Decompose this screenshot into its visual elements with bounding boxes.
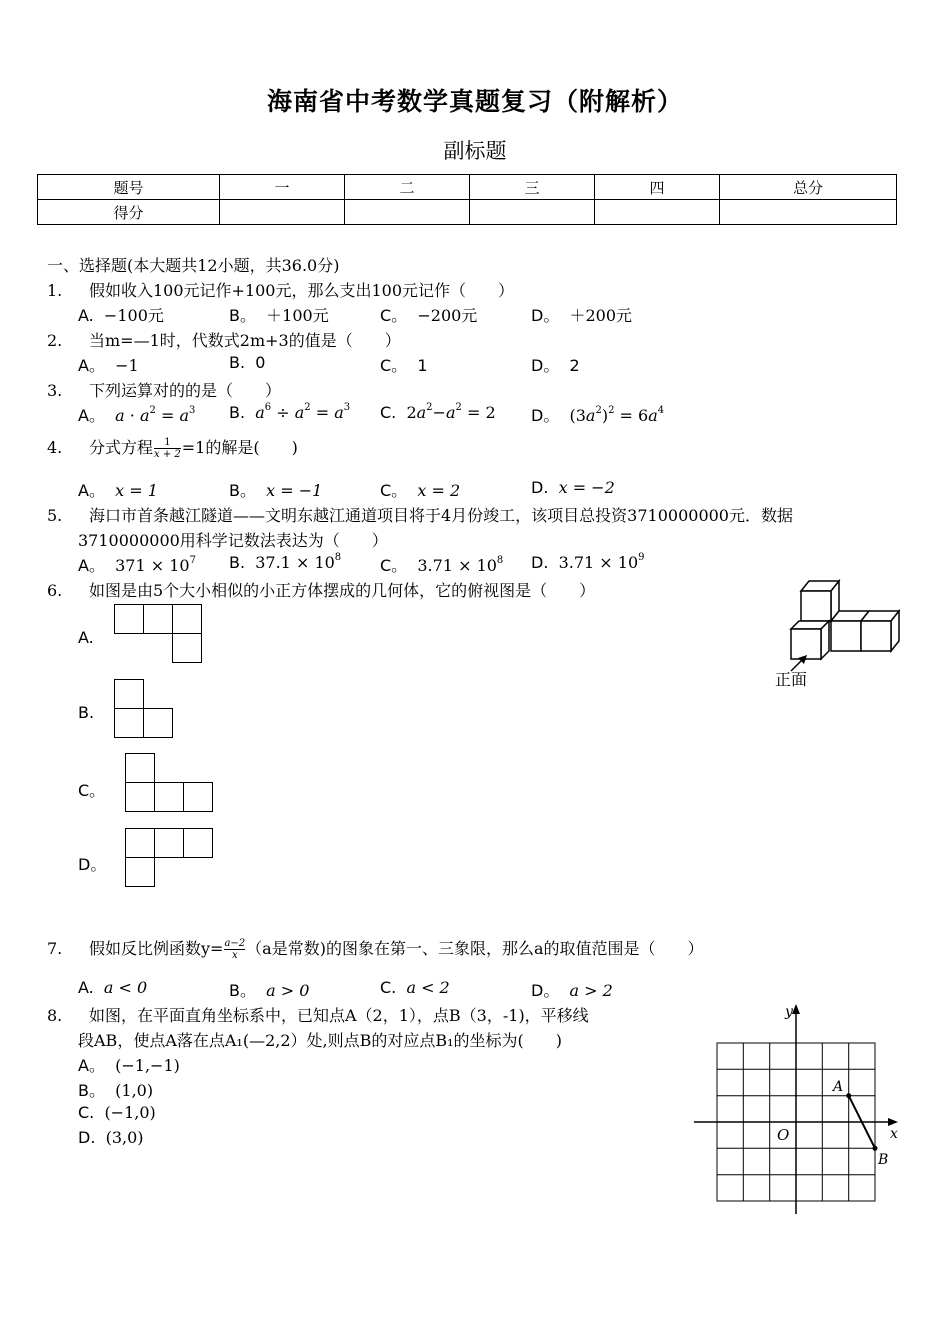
option-d[interactable]: D。 [78,855,107,874]
grid-square [172,633,202,663]
grid-square [183,782,213,812]
option-value: −1 [115,356,139,375]
option-a[interactable] [78,1053,180,1076]
option-c[interactable] [380,478,460,501]
fraction [154,437,181,460]
option-label: D。 [531,306,560,325]
option-base: 3.71 × 10 [558,553,639,572]
question-text: 下列运算对的的是（ ） [89,381,282,400]
score-table-header-row [38,175,897,200]
option-b[interactable] [78,1078,153,1101]
option-label: A. [78,978,94,997]
option-d[interactable] [78,1128,144,1147]
option-label: D. [531,478,549,497]
option-label: C。 [380,556,408,575]
option-b[interactable] [229,303,329,326]
option-b[interactable] [229,553,341,572]
option-label: A。 [78,481,105,500]
option-label: C. [380,978,397,997]
x-axis-label: x [890,1126,898,1142]
question-8-line2: 段AB，使点A落在点A₁(—2,2）处,则点B的对应点B₁的坐标为( ) [78,1031,563,1050]
option-b[interactable]: B. [78,703,95,722]
option-value: −200元 [417,306,478,325]
fraction-numerator: a−2 [224,938,246,949]
option-label: A. [78,306,94,325]
option-value: 0 [255,353,266,372]
option-exponent: 7 [189,555,196,566]
option-label: C. [380,403,397,422]
question-number: 1. [47,281,63,300]
option-value: (−1,0) [104,1103,156,1122]
option-formula: $2a^2-a^2 = 2$ [406,402,496,422]
question-text: 假如反比例函数y= [89,939,224,958]
score-input-cell[interactable] [595,200,720,225]
option-label: B. [229,353,246,372]
option-value: a < 2 [406,978,450,997]
option-label: B. [229,403,246,422]
option-a[interactable] [78,553,196,576]
option-value: (1,0) [115,1081,154,1100]
option-label: A。 [78,406,105,425]
score-cell: 二 [345,175,470,200]
option-value [559,553,645,572]
question-number: 2. [47,331,63,350]
score-table [37,174,897,225]
score-cell: 题号 [38,175,220,200]
option-c[interactable] [380,353,428,376]
option-value: ＋100元 [266,306,329,325]
option-a[interactable] [78,478,158,501]
option-label: C。 [380,356,408,375]
option-d[interactable] [531,478,615,497]
option-a[interactable] [78,403,195,426]
page-title: 海南省中考数学真题复习（附解析） [266,87,683,116]
option-value: (−1,−1) [115,1056,180,1075]
option-value: 1 [417,356,428,375]
option-label: C。 [380,481,408,500]
score-table-score-row [38,200,897,225]
grid-square [114,679,144,709]
page-subtitle: 副标题 [443,139,507,163]
option-base: 37.1 × 10 [255,553,335,572]
grid-square [154,782,184,812]
grid-square [154,828,184,858]
section-heading: 一、选择题(本大题共12小题，共36.0分) [47,256,340,275]
point-a-label: A [833,1079,844,1095]
option-value: 2 [569,356,580,375]
y-axis-arrow [792,1004,800,1014]
fraction-numerator: 1 [164,437,171,448]
option-d[interactable] [531,403,664,426]
option-label: D. [78,1128,96,1147]
option-value: (3,0) [105,1128,144,1147]
score-cell: 得分 [38,200,220,225]
option-label: A。 [78,356,105,375]
option-label: A。 [78,556,105,575]
option-formula: $a^6 \div a^2 = a^3$ [255,402,351,422]
option-value: x = 2 [417,481,461,500]
option-formula: $(3a^2)^2 = 6a^4$ [569,405,665,425]
grid-square [125,782,155,812]
question-text: 如图是由5个大小相似的小正方体摆成的几何体，它的俯视图是（ ） [89,581,596,600]
x-axis-arrow [888,1118,898,1126]
option-b[interactable] [229,353,265,372]
option-a[interactable]: A. [78,628,94,647]
option-d-figure[interactable] [125,828,217,890]
question-text: （a是常数)的图象在第一、三象限，那么a的取值范围是（ ） [246,939,704,958]
grid-square [125,753,155,783]
question-text: 海口市首条越江隧道——文明东越江通道项目将于4月份竣工，该项目总投资3710000000元．数据 [89,506,793,525]
option-c[interactable] [78,1103,156,1122]
question-text: =1的解是( ) [181,438,298,457]
question-2 [47,328,401,351]
option-label: B。 [229,481,256,500]
option-label: A。 [78,1056,105,1075]
origin-label: O [777,1126,790,1144]
option-b[interactable] [229,478,322,501]
score-input-cell[interactable] [470,200,595,225]
question-5-line2: 3710000000用科学记数法表达为（ ） [78,531,388,550]
score-input-cell[interactable] [345,200,470,225]
option-exponent: 9 [638,552,645,563]
option-formula: $a \cdot a^2 = a^3$ [115,405,196,425]
option-label: C. [78,1103,95,1122]
fraction-denominator: x [224,949,245,961]
option-a[interactable] [78,353,139,376]
question-8 [47,1003,589,1026]
question-1 [47,278,514,301]
option-value: a < 0 [103,978,148,997]
option-b-figure[interactable] [114,679,176,741]
score-input-cell[interactable] [220,200,345,225]
option-c[interactable] [380,403,496,422]
option-d[interactable] [531,553,645,572]
option-label: D。 [531,981,560,1000]
question-number: 6. [47,581,63,600]
option-a[interactable] [78,303,164,326]
option-c[interactable] [380,553,503,576]
front-label: 正面 [775,670,808,689]
score-input-cell[interactable] [720,200,897,225]
option-b[interactable] [229,978,309,1001]
option-c-figure[interactable] [125,753,217,815]
question-text: 分式方程 [89,438,154,457]
option-a-figure[interactable] [114,604,206,666]
option-a[interactable] [78,978,147,997]
grid-square [143,708,173,738]
option-value: ＋200元 [569,306,633,325]
option-exponent: 8 [496,555,504,566]
option-value: a > 0 [266,981,310,1000]
question-3 [47,378,281,401]
grid-square [114,604,144,634]
option-b[interactable] [229,403,350,422]
option-value: a > 2 [569,981,613,1000]
question-text: 当m=—1时，代数式2m+3的值是（ ） [89,331,401,350]
score-cell: 一 [220,175,345,200]
grid-square [143,604,173,634]
option-label: D。 [531,406,560,425]
option-exponent: 8 [334,552,342,563]
point-b-label: B [878,1152,889,1168]
question-number: 3. [47,381,63,400]
option-label: C。 [380,306,408,325]
option-label: B。 [229,306,256,325]
question-7 [47,936,703,961]
question-text: 假如收入100元记作+100元，那么支出100元记作（ ） [89,281,515,300]
point-b [873,1146,878,1151]
option-value [255,553,341,572]
grid-square [183,828,213,858]
option-value [115,556,196,575]
option-label: B. [229,553,246,572]
option-value: −100元 [103,306,164,325]
question-4 [47,435,298,460]
point-a [846,1093,851,1098]
option-value [417,556,503,575]
option-base: 3.71 × 10 [417,556,497,575]
option-d[interactable] [531,353,580,376]
question-number: 7. [47,939,63,958]
option-value: x = 1 [115,481,158,500]
question-6 [47,578,595,601]
y-axis-label: y [785,1004,793,1020]
grid-square [125,828,155,858]
score-cell: 四 [595,175,720,200]
grid-square [125,857,155,887]
question-number: 5. [47,506,63,525]
question-text: 如图，在平面直角坐标系中，已知点A（2，1），点B（3，-1)，平移线 [89,1006,589,1025]
option-d[interactable] [531,978,613,1001]
question-5 [47,503,793,526]
option-label: D。 [531,356,560,375]
option-base: 371 × 10 [115,556,190,575]
coordinate-grid-figure [688,998,908,1220]
option-value: x = −2 [558,478,615,497]
score-cell: 总分 [720,175,897,200]
option-c[interactable] [380,978,450,997]
option-c[interactable]: C。 [78,781,106,800]
grid-square [114,708,144,738]
option-c[interactable] [380,303,477,326]
fraction [224,938,245,961]
score-cell: 三 [470,175,595,200]
option-label: D. [531,553,549,572]
fraction-denominator: x + 2 [154,449,181,460]
question-number: 8. [47,1006,63,1025]
option-label: B。 [229,981,256,1000]
grid-square [172,604,202,634]
question-number: 4. [47,438,63,457]
option-label: B。 [78,1081,105,1100]
option-d[interactable] [531,303,632,326]
option-value: x = −1 [266,481,323,500]
cube-solid-figure [765,573,915,693]
